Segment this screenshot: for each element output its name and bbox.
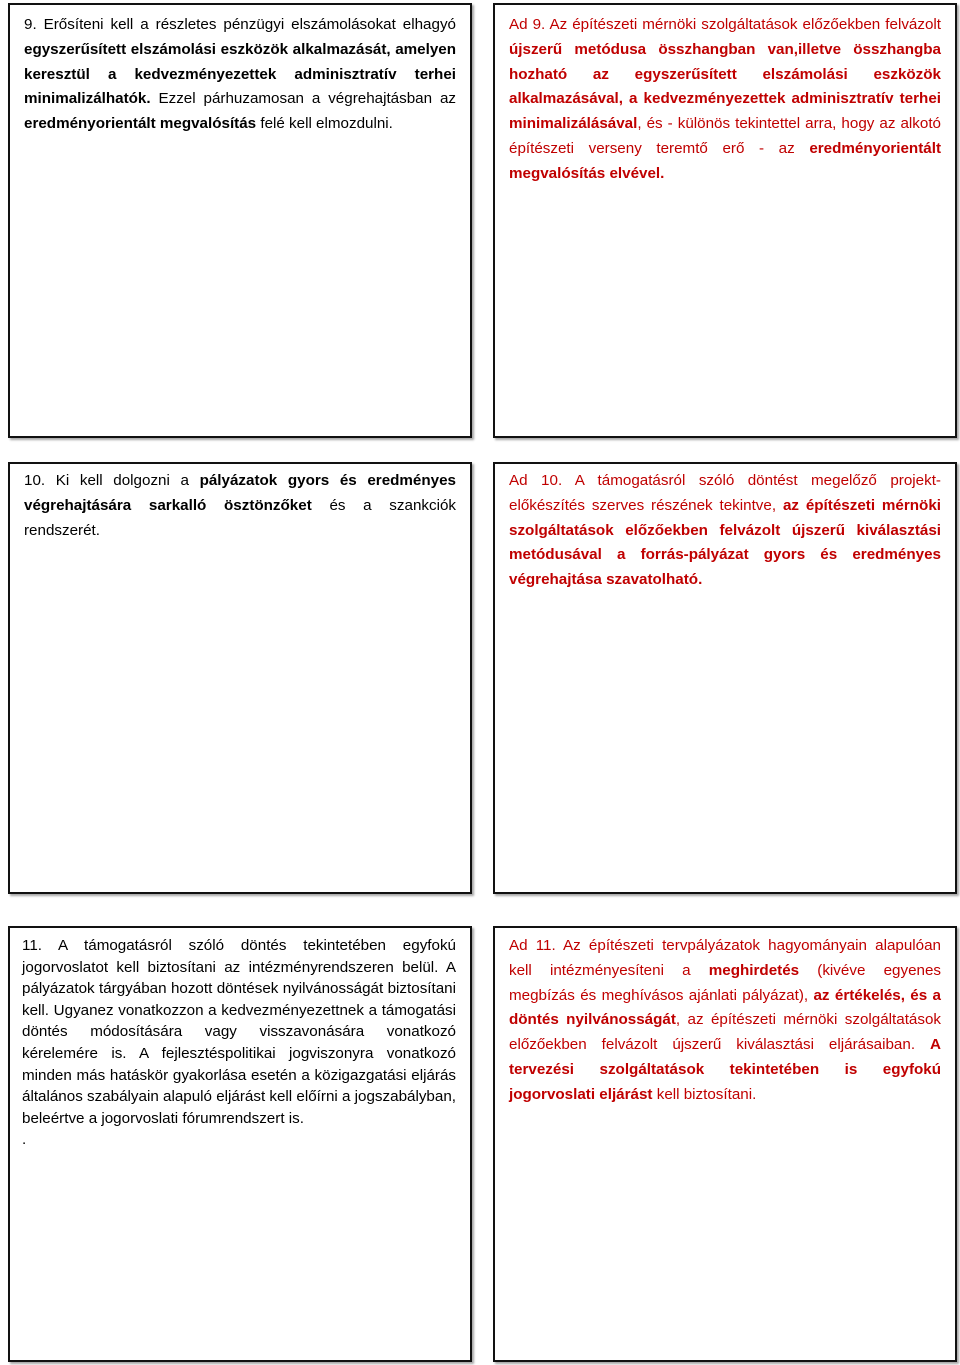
requirement-box-9	[8, 3, 472, 438]
text-segment: 10. Ki kell dolgozni a	[24, 472, 200, 489]
text-segment: Ad 11. Az építészeti tervpályázatok hagyományain alapulóan kell intézményesíteni a	[509, 937, 941, 979]
requirement-text-11	[22, 935, 456, 1129]
text-segment: Ad 10. A támogatásról szóló döntést megelőző projekt-előkészítés szerves részének tekintve,	[509, 472, 941, 514]
text-segment: Ad 9. Az építészeti mérnöki szolgáltatások előzőekben felvázolt	[509, 16, 941, 33]
trailing-period: .	[22, 1131, 27, 1149]
text-segment: kell biztosítani.	[652, 1085, 757, 1103]
response-box-10	[493, 462, 957, 894]
text-segment-bold: pályázatok gyors és eredményes végrehajtására sarkalló ösztönzőket	[24, 472, 456, 514]
requirement-text-10	[24, 469, 456, 543]
text-segment-bold: meghirdetés	[708, 961, 800, 979]
requirement-text-9	[24, 13, 456, 137]
text-segment-bold: A tervezési szolgáltatások tekintetében is egyfokú jogorvoslati eljárást	[509, 1036, 941, 1103]
text-segment-bold: az építészeti mérnöki szolgáltatások előzőekben felvázolt újszerű kiválasztási metódusával a forrás-pályázat gyors és eredményes végrehajtása szavatolható.	[509, 496, 941, 589]
text-segment: Ezzel párhuzamosan a végrehajtásban az	[150, 90, 456, 108]
text-segment: 9. Erősíteni kell a részletes pénzügyi elszámolásokat elhagyó	[24, 16, 456, 33]
text-segment: és a szankciók rendszerét.	[24, 496, 456, 539]
text-segment-bold: újszerű metódusa összhangban van,illetve összhangba hozható az egyszerűsített elszámolási eszközök alkalmazásával, a kedvezményezettek adminisztratív terhei minimalizálásával	[509, 40, 941, 133]
text-segment: , az építészeti mérnöki szolgáltatások előzőekben felvázolt újszerű kiválasztási eljárásaiban.	[509, 1011, 941, 1054]
text-segment: (kivéve egyenes megbízás és meghívásos ajánlati pályázat),	[509, 961, 941, 1004]
response-text-10	[509, 469, 941, 593]
text-segment-bold: az értékelés, és a döntés nyilvánosságát	[509, 986, 941, 1029]
requirement-box-11	[8, 926, 472, 1362]
requirement-box-10	[8, 462, 472, 894]
text-segment: 11. A támogatásról szóló döntés tekintetében egyfokú jogorvoslatot kell biztosítani az intézményrendszeren belül. A pályázatok tárgyában hozott döntések nyilvánosságát biztosítani kell. Ugyanez vonatkozzon a kedvezményezettnek a támogatási döntés módosítására vagy visszavonására vonatkozó kérelemére is. A fejlesztéspolitikai jogviszonyra vonatkozó minden más hatáskör gyakorlása esetén a közigazgatási eljárás általános szabályain alapuló eljárást kell előírni a jogszabályban, beleértve a jogorvoslati fórumrendszert is.	[22, 937, 456, 1127]
text-segment-bold: eredményorientált megvalósítás elvével.	[509, 139, 941, 182]
response-text-9	[509, 13, 941, 187]
response-text-11	[509, 934, 941, 1108]
response-box-9	[493, 3, 957, 438]
text-segment-bold: egyszerűsített elszámolási eszközök alkalmazását, amelyen keresztül a kedvezményezettek adminisztratív terhei minimalizálhatók.	[24, 40, 456, 108]
text-segment: felé kell elmozdulni.	[256, 115, 393, 133]
text-segment-bold: eredményorientált megvalósítás	[24, 115, 257, 133]
text-segment: , és - különös tekintettel arra, hogy az alkotó építészeti verseny teremtő erő - az	[509, 115, 941, 157]
response-box-11	[493, 926, 957, 1362]
